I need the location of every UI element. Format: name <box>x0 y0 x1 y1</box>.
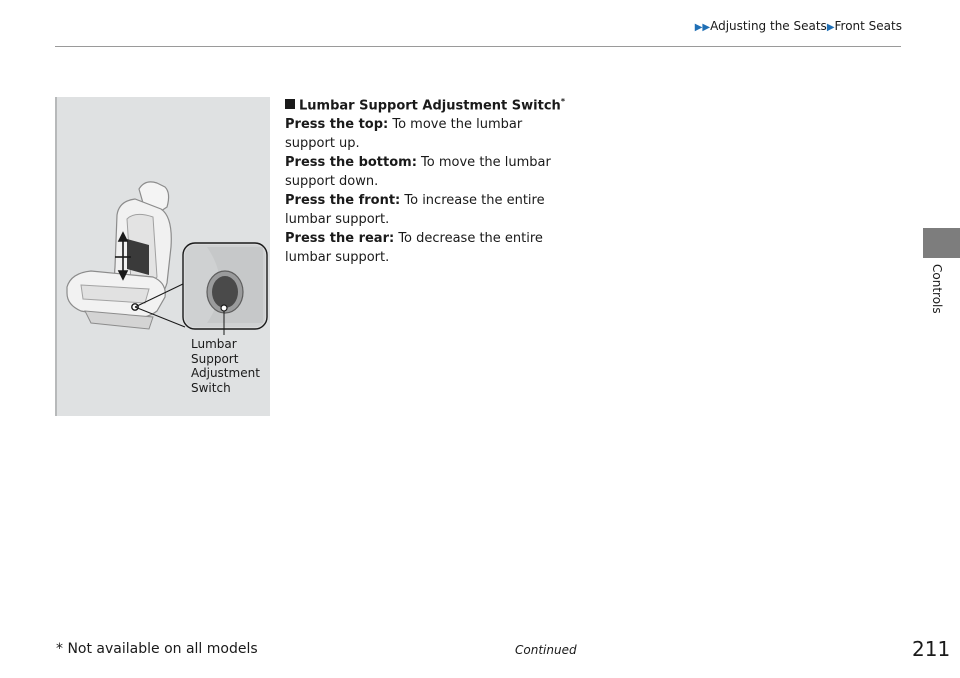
instruction-label: Press the rear: <box>285 231 395 247</box>
header-divider <box>55 46 901 47</box>
instruction-label: Press the top: <box>285 117 389 133</box>
page-number: 211 <box>912 637 951 661</box>
triangle-right-icon: ▶ <box>826 22 835 33</box>
triangle-right-icon: ▶▶ <box>694 22 711 33</box>
instruction-text: To move the lumbar support up. <box>285 117 523 152</box>
instruction-label: Press the front: <box>285 193 401 209</box>
breadcrumb-item-adjusting-seats[interactable]: Adjusting the Seats <box>710 19 827 33</box>
instruction-text: To increase the entire lumbar support. <box>285 193 545 228</box>
instruction-front <box>285 191 575 229</box>
square-bullet-icon <box>285 99 295 109</box>
instruction-label: Press the bottom: <box>285 155 417 171</box>
chapter-tab-label: Controls <box>930 264 944 314</box>
breadcrumb-item-front-seats[interactable]: Front Seats <box>834 19 902 33</box>
breadcrumb <box>695 19 902 33</box>
section-heading <box>285 92 575 115</box>
callout-lumbar-switch: Lumbar Support Adjustment Switch <box>191 337 260 395</box>
instruction-top <box>285 115 575 153</box>
instruction-text: To decrease the entire lumbar support. <box>285 231 543 266</box>
instruction-rear <box>285 229 575 267</box>
footnote: * Not available on all models <box>56 641 258 657</box>
seat-illustration <box>55 97 270 416</box>
chapter-tab[interactable] <box>923 228 960 258</box>
continued-label: Continued <box>515 643 577 657</box>
asterisk-mark[interactable]: * <box>560 97 565 106</box>
section-title: Lumbar Support Adjustment Switch <box>299 98 561 114</box>
instruction-text: To move the lumbar support down. <box>285 155 551 190</box>
main-content <box>285 92 575 267</box>
instruction-bottom <box>285 153 575 191</box>
